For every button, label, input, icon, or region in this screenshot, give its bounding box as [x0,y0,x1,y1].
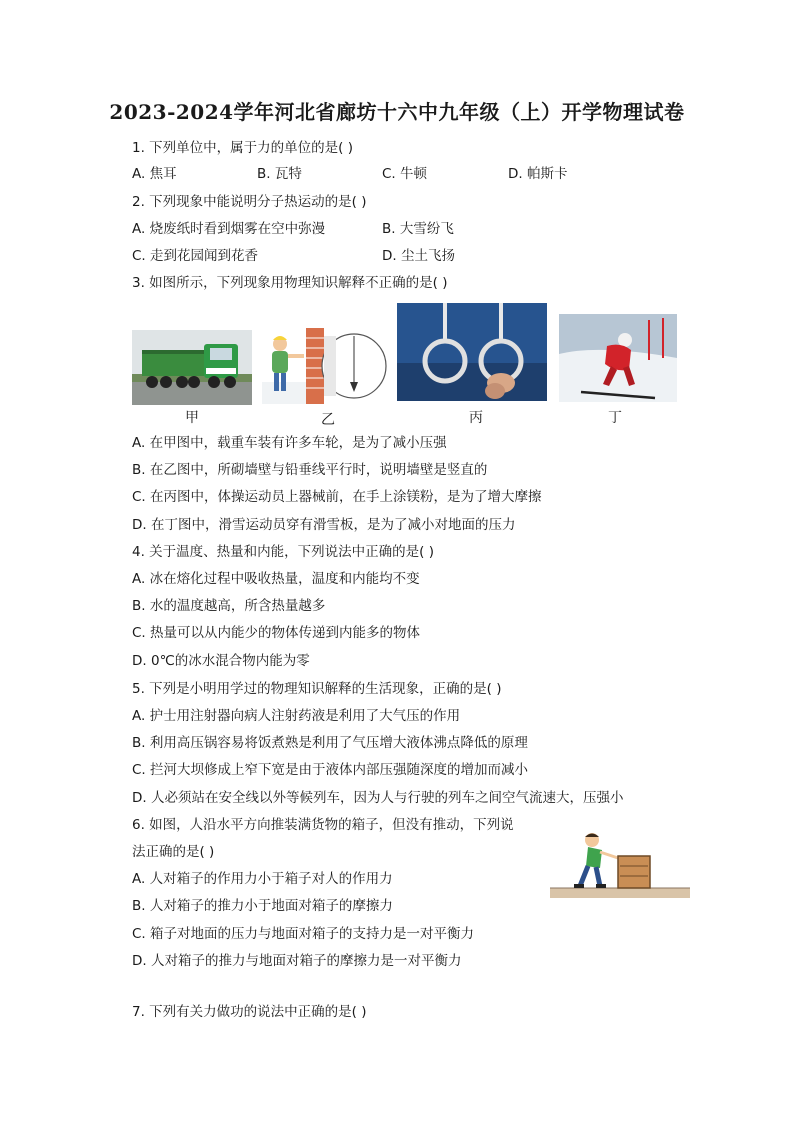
figure-caption-yi: 乙 [321,412,335,428]
figure-skier [559,314,677,402]
q1-option-a: A. 焦耳 [132,166,177,182]
q6-option-d: D. 人对箱子的推力与地面对箱子的摩擦力是一对平衡力 [132,953,462,969]
gymnastic-rings-icon [397,303,547,401]
q3-option-a: A. 在甲图中，载重车装有许多车轮，是为了减小压强 [132,435,447,451]
q2-option-b: B. 大雪纷飞 [382,221,454,237]
question-2-stem: 2. 下列现象中能说明分子热运动的是( ) [132,194,367,210]
figure-caption-ding: 丁 [608,410,622,426]
question-5-stem: 5. 下列是小明用学过的物理知识解释的生活现象，正确的是( ) [132,681,502,697]
q4-option-c: C. 热量可以从内能少的物体传递到内能多的物体 [132,625,421,641]
page-title: 2023-2024学年河北省廊坊十六中九年级（上）开学物理试卷 [109,100,685,124]
q1-option-b: B. 瓦特 [257,166,302,182]
q6-option-c: C. 箱子对地面的压力与地面对箱子的支持力是一对平衡力 [132,926,475,942]
q4-option-d: D. 0℃的冰水混合物内能为零 [132,653,310,669]
q3-option-c: C. 在丙图中，体操运动员上器械前，在手上涂镁粉，是为了增大摩擦 [132,489,542,505]
skier-icon [559,314,677,402]
plumb-line-icon [262,322,392,404]
q6-option-a: A. 人对箱子的作用力小于箱子对人的作用力 [132,871,393,887]
q2-option-a: A. 烧废纸时看到烟雾在空中弥漫 [132,221,326,237]
figure-rings [397,303,547,401]
q1-option-d: D. 帕斯卡 [508,166,568,182]
q4-option-b: B. 水的温度越高，所含热量越多 [132,598,326,614]
q5-option-d: D. 人必须站在安全线以外等候列车，因为人与行驶的列车之间空气流速大，压强小 [132,790,624,806]
q4-option-a: A. 冰在熔化过程中吸收热量，温度和内能均不变 [132,571,420,587]
person-pushing-box-icon [550,828,690,900]
question-1-stem: 1. 下列单位中，属于力的单位的是( ) [132,140,353,156]
q2-option-c: C. 走到花园闻到花香 [132,248,259,264]
figure-truck [132,330,252,405]
question-4-stem: 4. 关于温度、热量和内能，下列说法中正确的是( ) [132,544,434,560]
figure-caption-bing: 丙 [469,410,483,426]
q5-option-c: C. 拦河大坝修成上窄下宽是由于液体内部压强随深度的增加而减小 [132,762,529,778]
q3-option-d: D. 在丁图中，滑雪运动员穿有滑雪板，是为了减小对地面的压力 [132,517,516,533]
q5-option-a: A. 护士用注射器向病人注射药液是利用了大气压的作用 [132,708,461,724]
question-7-stem: 7. 下列有关力做功的说法中正确的是( ) [132,1004,367,1020]
q6-option-b: B. 人对箱子的推力小于地面对箱子的摩擦力 [132,898,393,914]
question-6-stem-line-1: 6. 如图，人沿水平方向推装满货物的箱子，但没有推动，下列说 [132,817,514,833]
q3-option-b: B. 在乙图中，所砌墙壁与铅垂线平行时，说明墙壁是竖直的 [132,462,488,478]
q2-option-d: D. 尘土飞扬 [382,248,455,264]
truck-icon [132,330,252,405]
figure-plumb-line [262,322,392,404]
question-6-stem-line-2: 法正确的是( ) [132,844,215,860]
figure-caption-jia: 甲 [185,410,199,426]
question-3-stem: 3. 如图所示，下列现象用物理知识解释不正确的是( ) [132,275,448,291]
q5-option-b: B. 利用高压锅容易将饭煮熟是利用了气压增大液体沸点降低的原理 [132,735,528,751]
figure-push-box [550,828,690,900]
q1-option-c: C. 牛顿 [382,166,428,182]
